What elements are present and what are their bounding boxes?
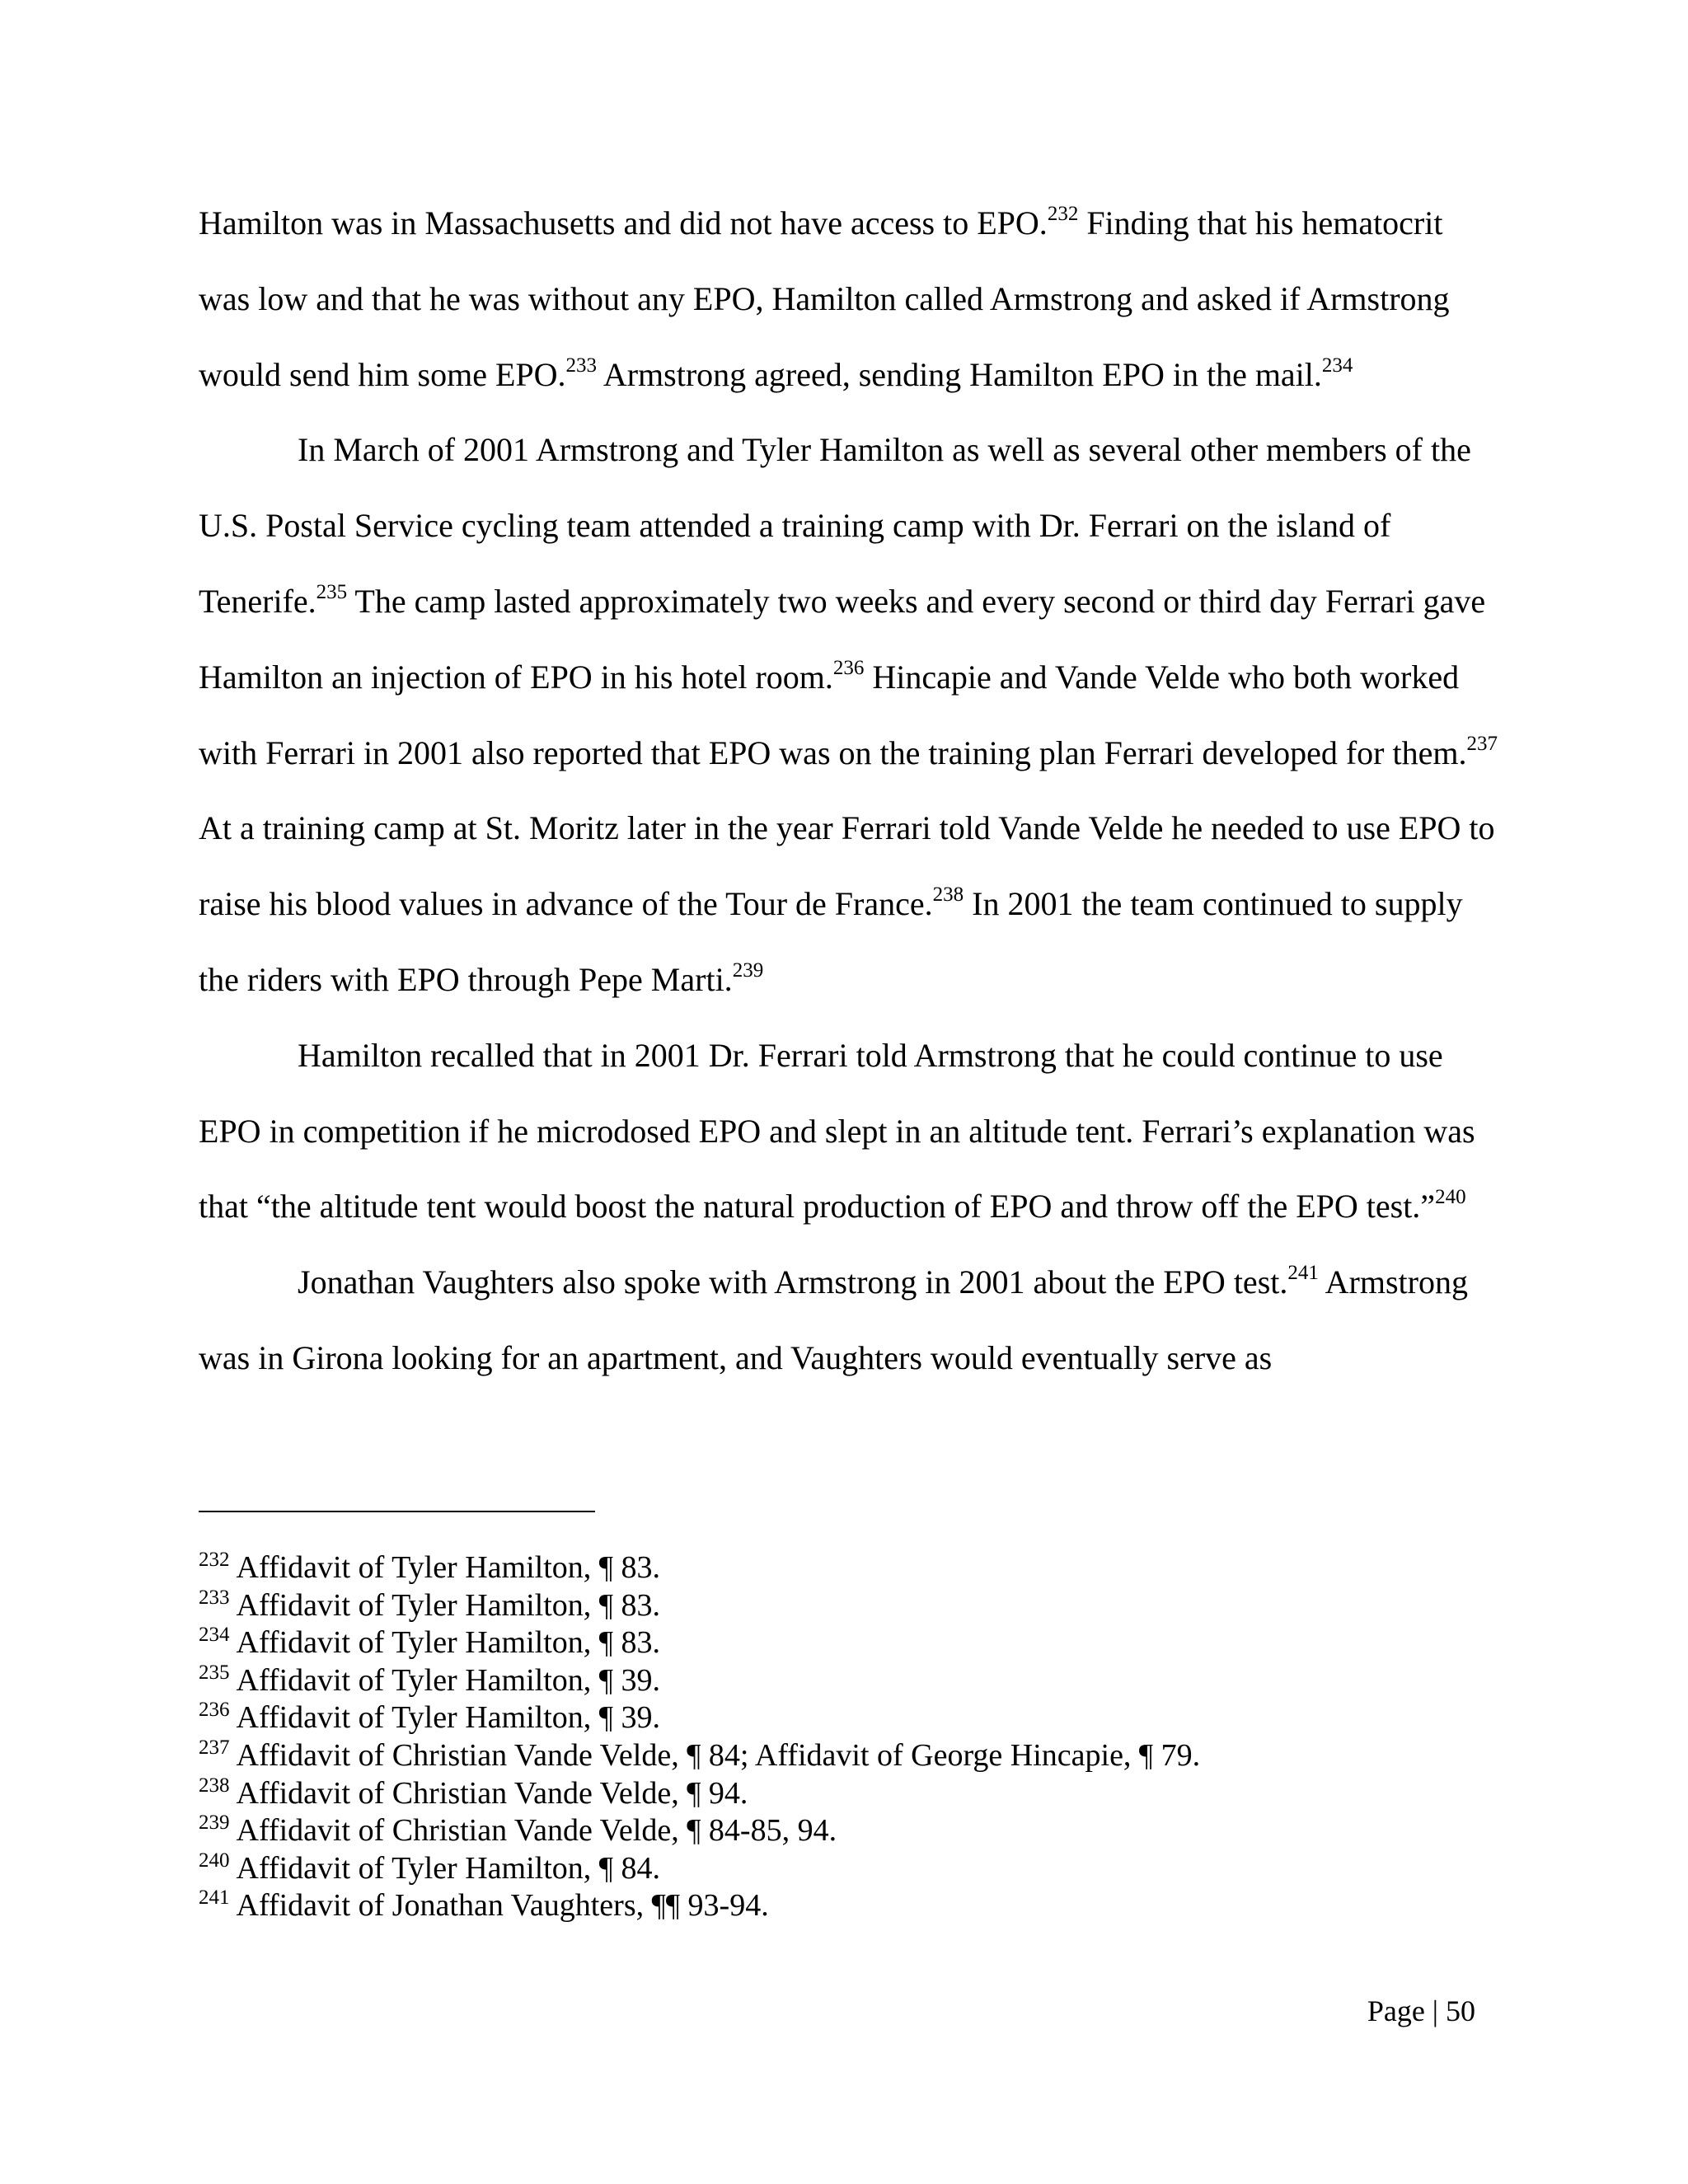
footnote-reference: 240	[1435, 1186, 1466, 1209]
footnote	[199, 1812, 1501, 1850]
footnote-text: Affidavit of Christian Vande Velde, ¶ 84; Affidavit of George Hincapie, ¶ 79.	[236, 1737, 1201, 1773]
footnote-reference: 235	[316, 580, 348, 603]
footnote-text: Affidavit of Tyler Hamilton, ¶ 83.	[236, 1587, 660, 1623]
paragraph-text: Armstrong agreed, sending Hamilton EPO in the mail.	[597, 355, 1322, 393]
body-text	[199, 185, 1501, 1396]
paragraph-text: Hamilton recalled that in 2001 Dr. Ferrari told Armstrong that he could continue to use EPO in competition if he microdosed EPO and slept in an altitude tent. Ferrari’s explanation was that “the altitude tent would boost the natural production of EPO and throw off the EPO test.”	[199, 1036, 1475, 1226]
footnote-number: 240	[199, 1849, 230, 1872]
footnote-number: 232	[199, 1549, 230, 1571]
paragraph	[199, 1018, 1501, 1244]
footnote-reference: 241	[1287, 1262, 1319, 1285]
footnote-number: 234	[199, 1624, 230, 1647]
footnote-reference: 232	[1047, 203, 1079, 225]
footnote	[199, 1549, 1501, 1587]
footnote-number: 239	[199, 1811, 230, 1835]
paragraph	[199, 185, 1501, 412]
footnote-separator	[199, 1511, 595, 1512]
footnote-reference: 239	[732, 958, 764, 982]
footnote-reference: 233	[565, 354, 598, 377]
footnote	[199, 1850, 1501, 1888]
footnote-number: 238	[199, 1774, 230, 1797]
footnote-reference: 238	[932, 883, 964, 907]
footnote-number: 237	[199, 1736, 230, 1759]
paragraph-text: Armstrong was in Girona looking for an apartment, and Vaughters would eventually serve as	[199, 1263, 1468, 1376]
footnote-reference: 237	[1466, 732, 1498, 755]
footnote-number: 236	[199, 1699, 230, 1722]
footnote-list	[199, 1549, 1501, 1925]
footnote	[199, 1775, 1501, 1813]
page-number: Page | 50	[1367, 1994, 1475, 2027]
footnote-number: 235	[199, 1661, 230, 1684]
paragraph	[199, 412, 1501, 1017]
paragraph-text: Hincapie and Vande Velde who both worked with Ferrari in 2001 also reported that EPO was on the training plan Ferrari developed for them.	[199, 658, 1467, 771]
footnote	[199, 1662, 1501, 1700]
footnote	[199, 1887, 1501, 1925]
footnote-reference: 234	[1321, 354, 1353, 377]
footnote-text: Affidavit of Jonathan Vaughters, ¶¶ 93-94.	[236, 1888, 769, 1924]
footnote-number: 241	[199, 1886, 230, 1910]
footnote	[199, 1624, 1501, 1662]
footnote-text: Affidavit of Tyler Hamilton, ¶ 39.	[236, 1700, 660, 1736]
footnote-text: Affidavit of Tyler Hamilton, ¶ 84.	[236, 1850, 660, 1886]
footnote-text: Affidavit of Tyler Hamilton, ¶ 83.	[236, 1625, 660, 1661]
footnote	[199, 1587, 1501, 1625]
footnote-number: 233	[199, 1586, 230, 1609]
paragraph-text: In 2001 the team continued to supply the riders with EPO through Pepe Marti.	[199, 885, 1463, 998]
footnote-text: Affidavit of Tyler Hamilton, ¶ 83.	[236, 1550, 660, 1585]
paragraph-text: Jonathan Vaughters also spoke with Armstrong in 2001 about the EPO test.	[298, 1263, 1288, 1301]
paragraph-text: Finding that his hematocrit was low and that he was without any EPO, Hamilton called Armstrong and asked if Armstrong would send him some EPO.	[199, 204, 1450, 393]
footnote-text: Affidavit of Tyler Hamilton, ¶ 39.	[236, 1662, 660, 1698]
paragraph-text: The camp lasted approximately two weeks and every second or third day Ferrari gave Hamilton an injection of EPO in his hotel room.	[199, 582, 1486, 696]
footnote-text: Affidavit of Christian Vande Velde, ¶ 94.	[236, 1775, 748, 1811]
paragraph-text: Hamilton was in Massachusetts and did not have access to EPO.	[199, 204, 1048, 241]
paragraph-text: At a training camp at St. Moritz later in the year Ferrari told Vande Velde he needed to use EPO to raise his blood values in advance of the Tour de France.	[199, 809, 1495, 923]
footnote-reference: 236	[832, 656, 865, 679]
paragraph	[199, 1244, 1501, 1396]
footnote	[199, 1737, 1501, 1775]
paragraph-text: In March of 2001 Armstrong and Tyler Hamilton as well as several other members of the U.S. Postal Service cycling team attended a training camp with Dr. Ferrari on the island of Tenerife.	[199, 431, 1471, 620]
footnote-text: Affidavit of Christian Vande Velde, ¶ 84-85, 94.	[236, 1813, 837, 1849]
footnote	[199, 1699, 1501, 1737]
